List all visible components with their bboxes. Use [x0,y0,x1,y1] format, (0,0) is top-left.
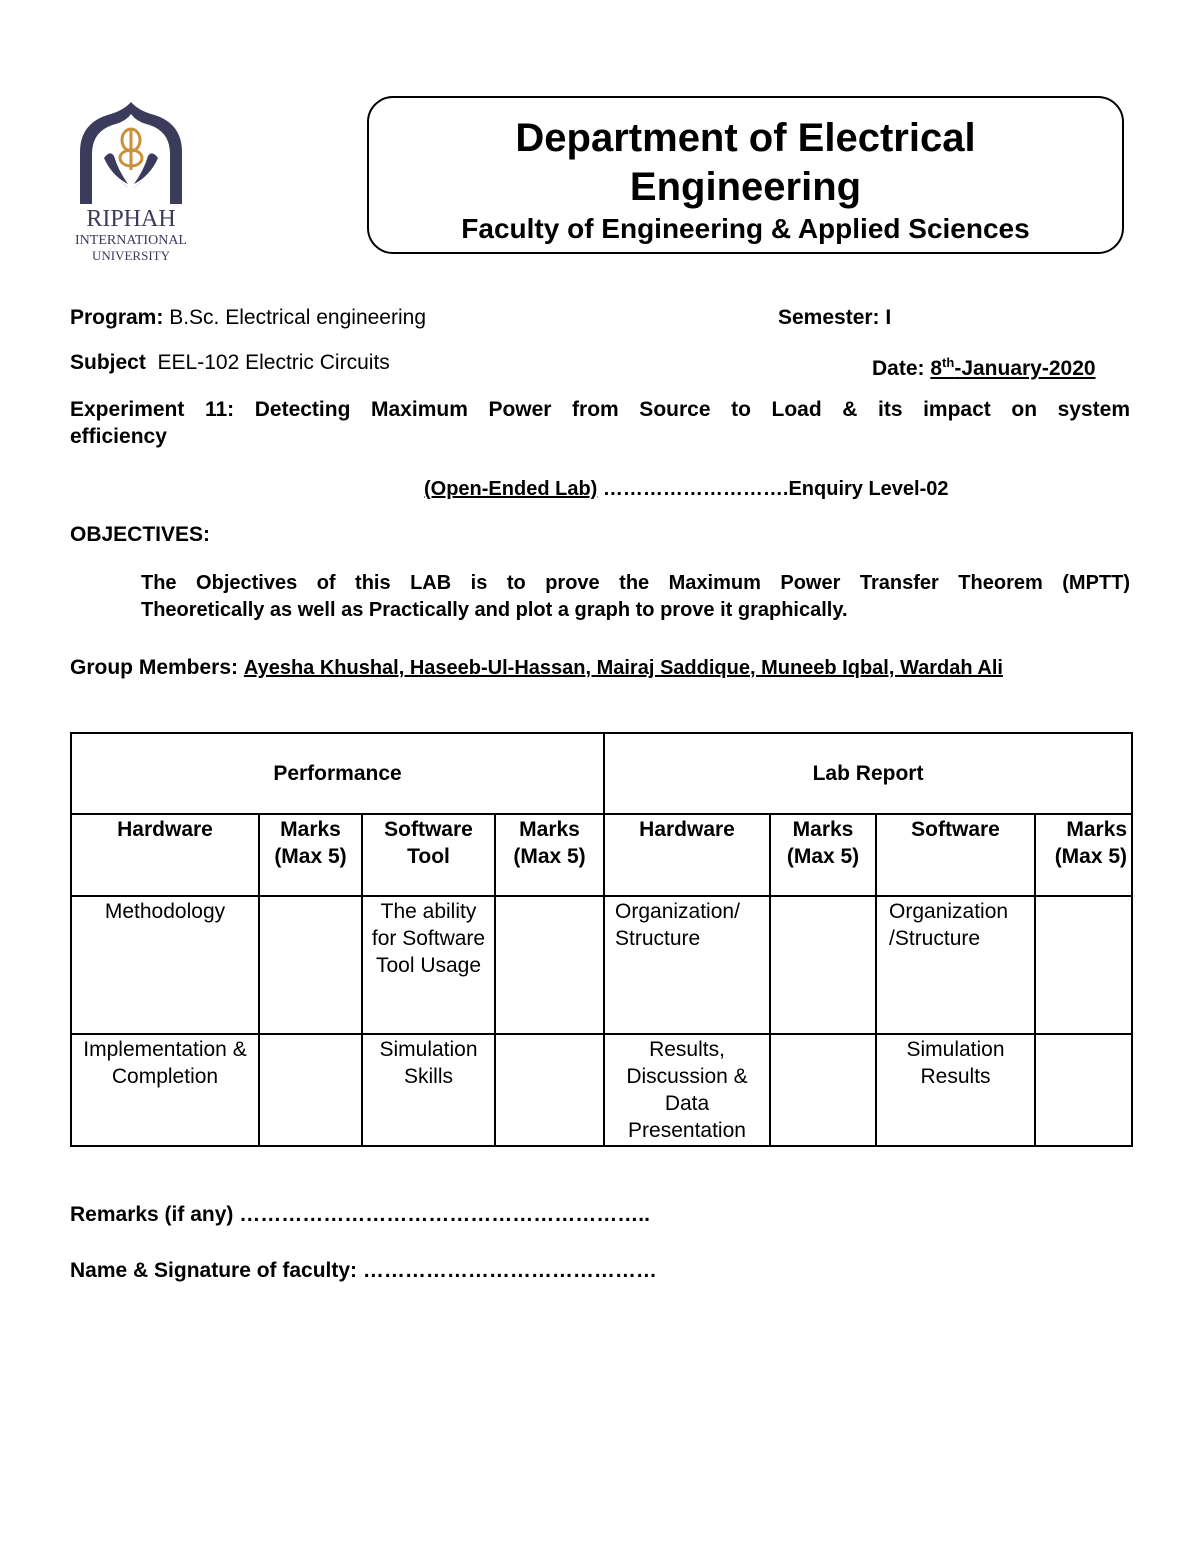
experiment-title-line1: Experiment 11: Detecting Maximum Power from Source to Load & its impact on system [70,398,1130,421]
department-title [369,114,1122,212]
column-header: Marks (Max 5) [1035,814,1132,896]
riphah-emblem-icon [66,100,196,204]
column-header: Software Tool [362,814,495,896]
group-header-lab-report: Lab Report [604,733,1132,814]
date-label: Date: [872,357,925,380]
university-logo [66,100,196,270]
column-header: Hardware [604,814,770,896]
table-cell [259,1034,362,1146]
subject-label: Subject [70,351,146,374]
logo-text-international: INTERNATIONAL [75,233,187,248]
department-title-line1: Department of Electrical [515,116,976,160]
date-value [930,357,1095,380]
column-header: Marks (Max 5) [259,814,362,896]
table-cell [770,896,876,1034]
table-group-header-row [71,733,1132,814]
remarks-line: Remarks (if any) ………………………………………………….. [70,1203,650,1226]
objectives-heading: OBJECTIVES: [70,523,211,546]
enquiry-level: Enquiry Level-02 [788,478,949,500]
semester-value: I [885,306,892,329]
semester-line [778,305,891,331]
column-header: Hardware [71,814,259,896]
program-line [70,305,426,331]
group-members-line [70,655,1003,681]
column-header: Marks (Max 5) [770,814,876,896]
date-suffix: th [942,355,955,370]
department-title-line2: Engineering [629,165,862,209]
table-header-row [71,814,1132,896]
faculty-title: Faculty of Engineering & Applied Sciences [461,213,1030,244]
objectives-text-line1: The Objectives of this LAB is to prove the Maximum Power Transfer Theorem (MPTT) [141,572,1130,594]
table-cell [259,896,362,1034]
group-members-label: Group Members: [70,656,239,679]
table-cell [495,896,604,1034]
program-value: B.Sc. Electrical engineering [169,306,427,329]
table-cell: The ability for Software Tool Usage [362,896,495,1034]
experiment-title [70,396,1130,450]
subject-line [70,350,390,376]
table-cell: Simulation Results [876,1034,1035,1146]
table-cell: Organization /Structure [876,896,1035,1034]
column-header: Marks (Max 5) [495,814,604,896]
table-cell: Simulation Skills [362,1034,495,1146]
subject-value: EEL-102 Electric Circuits [157,351,390,374]
experiment-title-line2: efficiency [70,425,167,448]
table-row [71,1034,1132,1146]
group-members-value: Ayesha Khushal, Haseeb-Ul-Hassan, Mairaj Saddique, Muneeb Iqbal, Wardah Ali [243,657,1003,679]
table-cell: Implementation & Completion [71,1034,259,1146]
lab-type-dots: ………………………. [602,478,789,500]
lab-type-line [424,476,949,502]
table-cell: Results, Discussion & Data Presentation [604,1034,770,1146]
date-line [872,350,1096,382]
table-cell [1035,896,1132,1034]
table-cell [1035,1034,1132,1146]
semester-label: Semester: [778,306,880,329]
table-row [71,896,1132,1034]
program-label: Program: [70,306,164,329]
date-day: 8 [930,357,943,380]
assessment-rubric-table [70,732,1133,1147]
table-cell: Methodology [71,896,259,1034]
table-cell: Organization/ Structure [604,896,770,1034]
department-header-box [367,96,1124,254]
logo-text-university: UNIVERSITY [92,248,170,263]
objectives-text [141,570,1130,624]
table-cell [495,1034,604,1146]
lab-type: (Open-Ended Lab) [424,478,598,500]
column-header: Software [876,814,1035,896]
table-cell [770,1034,876,1146]
faculty-signature-line: Name & Signature of faculty: …………………………………… [70,1259,657,1282]
group-header-performance: Performance [71,733,604,814]
objectives-text-line2: Theoretically as well as Practically and plot a graph to prove it graphically. [141,599,848,621]
logo-text-riphah: RIPHAH [86,206,176,232]
date-rest: -January-2020 [954,357,1096,380]
